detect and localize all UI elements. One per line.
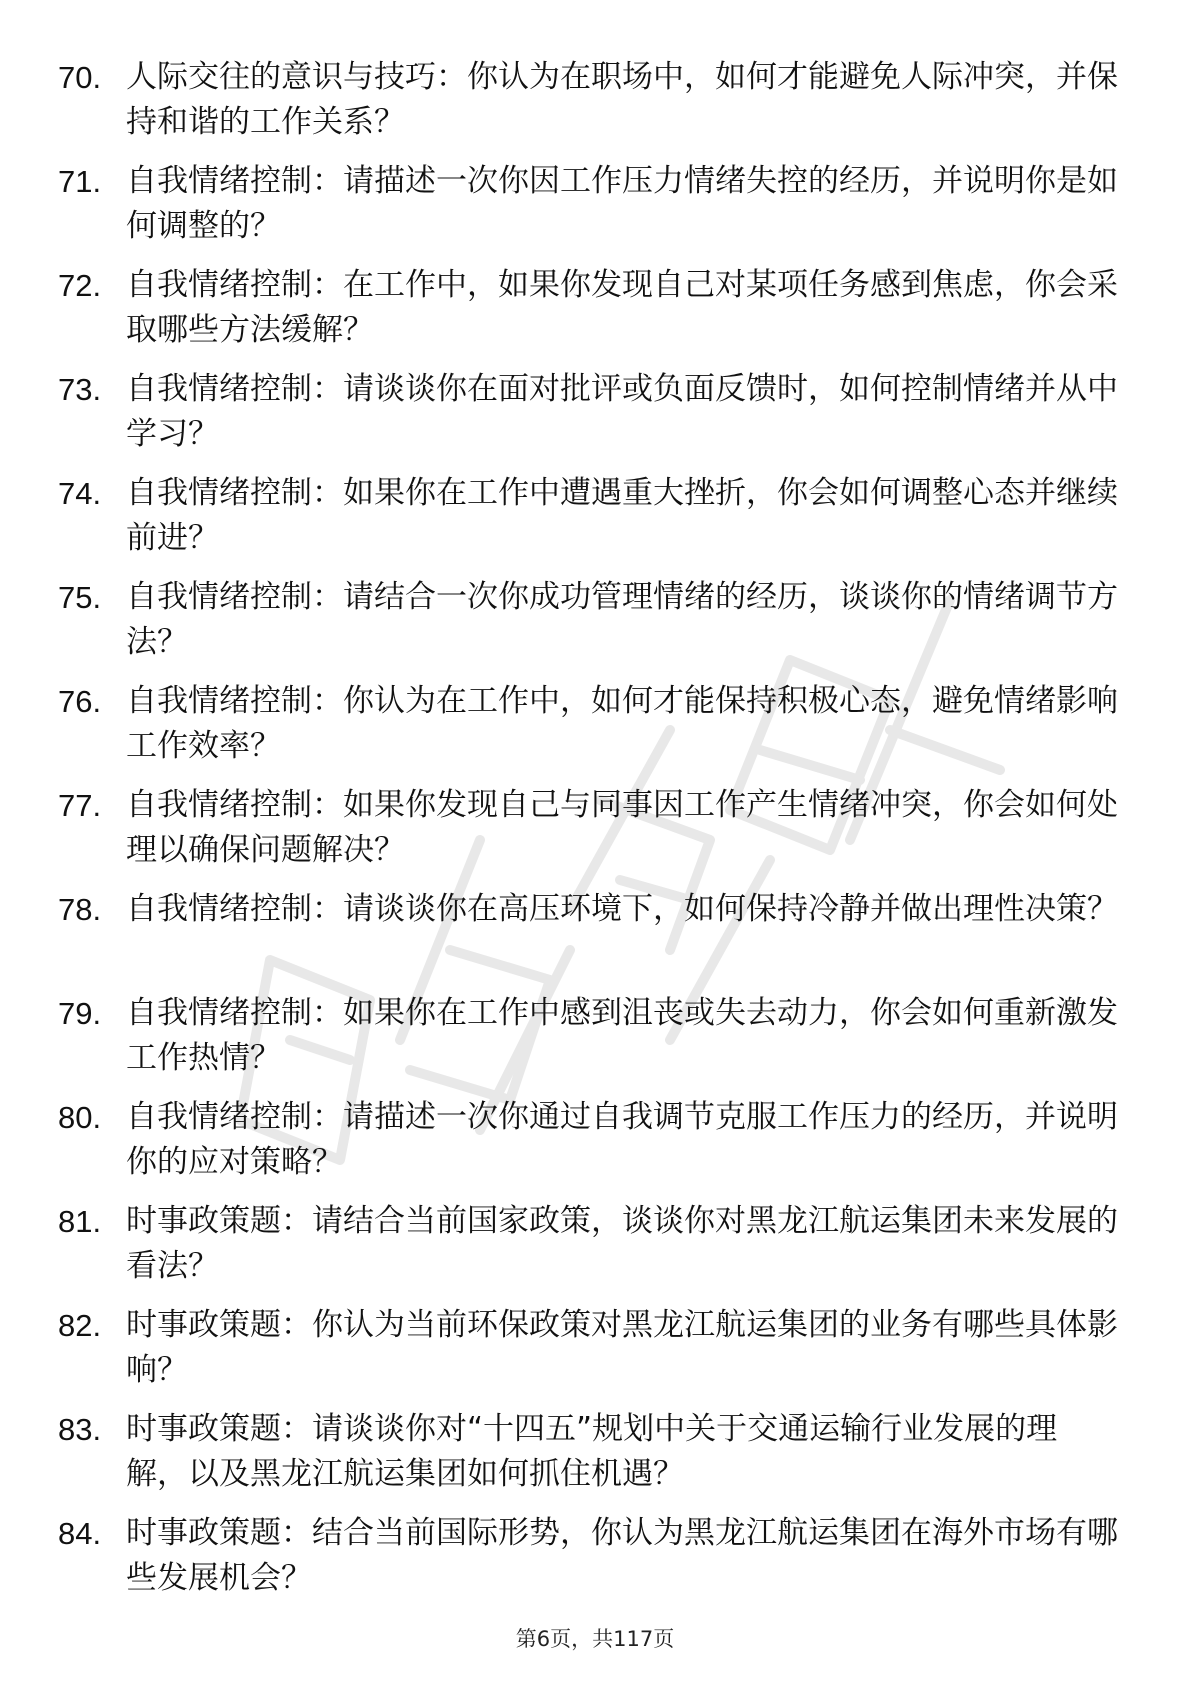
question-item bbox=[58, 1511, 1118, 1601]
question-item bbox=[58, 55, 1118, 145]
question-text: 人际交往的意识与技巧：你认为在职场中，如何才能避免人际冲突，并保持和谐的工作关系？ bbox=[126, 59, 1118, 140]
question-item bbox=[58, 991, 1118, 1081]
question-item bbox=[58, 1199, 1118, 1289]
question-text: 自我情绪控制：如果你发现自己与同事因工作产生情绪冲突，你会如何处理以确保问题解决？ bbox=[126, 787, 1118, 868]
question-item bbox=[58, 367, 1118, 457]
question-item bbox=[58, 1407, 1118, 1497]
question-item bbox=[58, 159, 1118, 249]
question-item bbox=[58, 679, 1118, 769]
question-number: 77. bbox=[58, 788, 102, 823]
question-text: 自我情绪控制：如果你在工作中感到沮丧或失去动力，你会如何重新激发工作热情？ bbox=[126, 995, 1118, 1076]
question-number: 76. bbox=[58, 684, 102, 719]
question-number: 84. bbox=[58, 1516, 102, 1551]
question-text: 时事政策题：请谈谈你对“十四五”规划中关于交通运输行业发展的理解，以及黑龙江航运集团如何抓住机遇？ bbox=[126, 1411, 1058, 1492]
question-number: 80. bbox=[58, 1100, 102, 1135]
question-number: 83. bbox=[58, 1412, 102, 1447]
page-footer: 第6页，共117页 bbox=[515, 1627, 675, 1651]
question-item bbox=[58, 887, 1118, 977]
question-number: 79. bbox=[58, 996, 102, 1031]
question-item bbox=[58, 1303, 1118, 1393]
question-number: 81. bbox=[58, 1204, 102, 1239]
question-text: 自我情绪控制：请描述一次你通过自我调节克服工作压力的经历，并说明你的应对策略？ bbox=[126, 1099, 1118, 1180]
question-item bbox=[58, 263, 1118, 353]
question-number: 75. bbox=[58, 580, 102, 615]
question-text: 自我情绪控制：如果你在工作中遭遇重大挫折，你会如何调整心态并继续前进？ bbox=[126, 475, 1118, 556]
question-text: 自我情绪控制：请结合一次你成功管理情绪的经历，谈谈你的情绪调节方法？ bbox=[126, 579, 1118, 660]
question-number: 74. bbox=[58, 476, 102, 511]
question-list bbox=[58, 55, 1118, 1615]
question-text: 自我情绪控制：请谈谈你在面对批评或负面反馈时，如何控制情绪并从中学习？ bbox=[126, 371, 1118, 452]
question-item bbox=[58, 471, 1118, 561]
question-text: 时事政策题：你认为当前环保政策对黑龙江航运集团的业务有哪些具体影响？ bbox=[126, 1307, 1118, 1388]
question-number: 73. bbox=[58, 372, 102, 407]
question-number: 78. bbox=[58, 892, 102, 927]
question-text: 自我情绪控制：在工作中，如果你发现自己对某项任务感到焦虑，你会采取哪些方法缓解？ bbox=[126, 267, 1118, 348]
question-item bbox=[58, 783, 1118, 873]
question-number: 72. bbox=[58, 268, 102, 303]
question-text: 时事政策题：请结合当前国家政策，谈谈你对黑龙江航运集团未来发展的看法？ bbox=[126, 1203, 1118, 1284]
question-number: 82. bbox=[58, 1308, 102, 1343]
question-text: 自我情绪控制：请谈谈你在高压环境下，如何保持冷静并做出理性决策？ bbox=[126, 891, 1118, 927]
question-text: 自我情绪控制：你认为在工作中，如何才能保持积极心态，避免情绪影响工作效率？ bbox=[126, 683, 1118, 764]
question-text: 时事政策题：结合当前国际形势，你认为黑龙江航运集团在海外市场有哪些发展机会？ bbox=[126, 1515, 1118, 1596]
question-number: 71. bbox=[58, 164, 102, 199]
question-item bbox=[58, 575, 1118, 665]
question-item bbox=[58, 1095, 1118, 1185]
question-number: 70. bbox=[58, 60, 102, 95]
question-text: 自我情绪控制：请描述一次你因工作压力情绪失控的经历，并说明你是如何调整的？ bbox=[126, 163, 1118, 244]
